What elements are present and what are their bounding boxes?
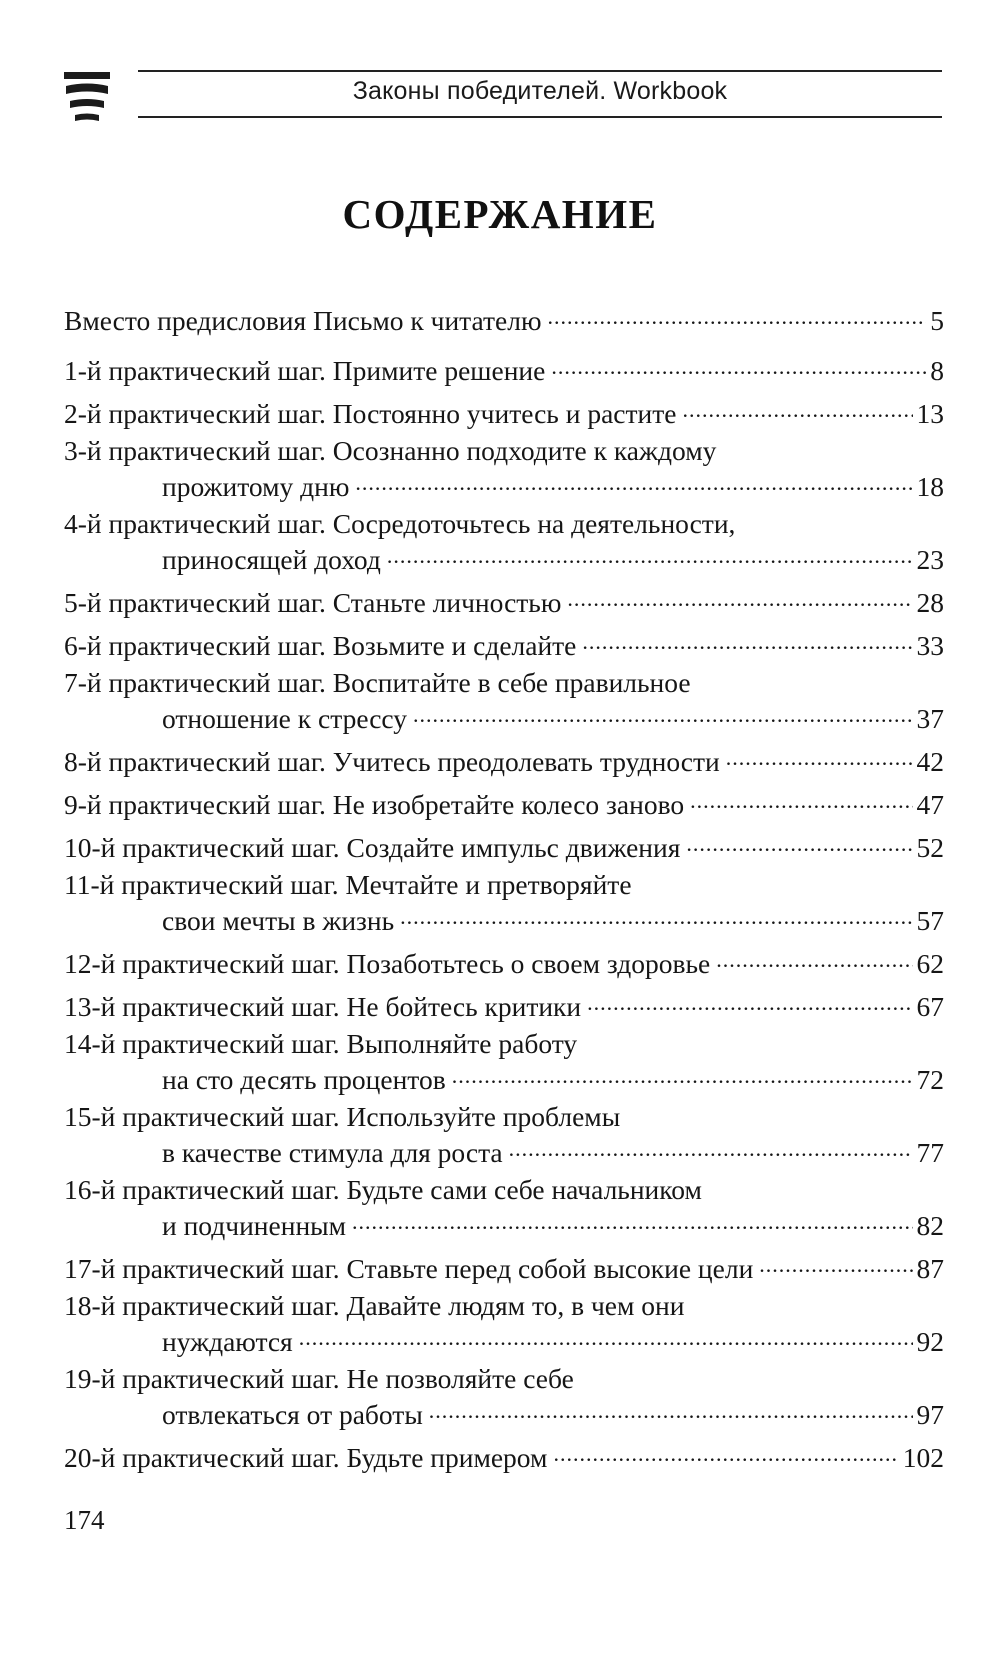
toc-entry-page: 23 <box>916 544 944 575</box>
toc-entry-title: 20-й практический шаг. Будьте примером <box>64 1442 548 1473</box>
toc-entry-title-line2: на сто десять процентов <box>162 1064 446 1095</box>
toc-entry-page: 102 <box>902 1442 944 1473</box>
dot-leader <box>567 582 912 612</box>
toc-entry-page: 13 <box>916 398 944 429</box>
toc-entry-step-10[interactable] <box>64 827 944 863</box>
toc-entry-title: 1-й практический шаг. Примите решение <box>64 355 546 386</box>
toc-entry-title-line2: приносящей доход <box>162 544 381 575</box>
toc-entry-title: 12-й практический шаг. Позаботьтесь о своем здоровье <box>64 948 711 979</box>
toc-entry-step-5[interactable] <box>64 582 944 618</box>
dot-leader <box>587 986 912 1016</box>
toc-entry-title: 6-й практический шаг. Возьмите и сделайте <box>64 630 577 661</box>
header-rule-bottom <box>138 116 942 118</box>
dot-leader <box>452 1059 913 1089</box>
dot-leader <box>690 784 912 814</box>
toc-entry-title-line1: 16-й практический шаг. Будьте сами себе начальником <box>64 1174 702 1205</box>
dot-leader <box>299 1321 913 1351</box>
toc-entry-page: 72 <box>916 1064 944 1095</box>
page-heading: СОДЕРЖАНИЕ <box>342 191 658 237</box>
toc-entry-step-12[interactable] <box>64 943 944 979</box>
toc-entry-title-line1: 4-й практический шаг. Сосредоточьтесь на деятельности, <box>64 508 736 539</box>
toc-entry-step-2[interactable] <box>64 393 944 429</box>
toc-entry-title-line2: прожитому дню <box>162 471 350 502</box>
dot-leader <box>387 539 913 569</box>
toc-entry-title-line2: нуждаются <box>162 1326 293 1357</box>
toc-entry-step-6[interactable] <box>64 625 944 661</box>
toc-entry-step-13[interactable] <box>64 986 944 1022</box>
toc-entry-page: 92 <box>916 1326 944 1357</box>
toc-entry-page: 97 <box>916 1399 944 1430</box>
toc-entry-page: 77 <box>916 1137 944 1168</box>
toc-entry-title: 13-й практический шаг. Не бойтесь критики <box>64 991 582 1022</box>
dot-leader <box>413 698 912 728</box>
toc-entry-step-3[interactable] <box>64 435 944 502</box>
toc-entry-title: 17-й практический шаг. Ставьте перед собой высокие цели <box>64 1253 754 1284</box>
toc-entry-step-15[interactable] <box>64 1101 944 1168</box>
toc-entry-step-7[interactable] <box>64 667 944 734</box>
dot-leader <box>553 1437 898 1467</box>
toc-entry-page: 5 <box>930 305 944 336</box>
book-series-logo-icon <box>62 68 112 124</box>
toc-entry-page: 87 <box>916 1253 944 1284</box>
toc-entry-page: 62 <box>916 948 944 979</box>
toc-entry-title-line1: 7-й практический шаг. Воспитайте в себе правильное <box>64 667 691 698</box>
toc-entry-step-18[interactable] <box>64 1290 944 1357</box>
toc-entry-step-20[interactable] <box>64 1437 944 1473</box>
table-of-contents <box>64 300 944 1480</box>
toc-entry-title: 10-й практический шаг. Создайте импульс движения <box>64 832 681 863</box>
toc-entry-page: 67 <box>916 991 944 1022</box>
toc-entry-page: 33 <box>916 630 944 661</box>
header-rule-top <box>138 70 942 72</box>
dot-leader <box>355 466 912 496</box>
page-number: 174 <box>64 1505 105 1535</box>
dot-leader <box>548 300 927 330</box>
toc-entry-title-line2: свои мечты в жизнь <box>162 905 395 936</box>
toc-entry-step-11[interactable] <box>64 869 944 936</box>
toc-entry-page: 47 <box>916 789 944 820</box>
toc-entry-title-line1: 19-й практический шаг. Не позволяйте себе <box>64 1363 574 1394</box>
toc-entry-step-19[interactable] <box>64 1363 944 1430</box>
toc-entry-step-9[interactable] <box>64 784 944 820</box>
toc-entry-page: 18 <box>916 471 944 502</box>
toc-entry-title: 2-й практический шаг. Постоянно учитесь и растите <box>64 398 677 429</box>
dot-leader <box>352 1205 912 1235</box>
toc-entry-title-line1: 3-й практический шаг. Осознанно подходите к каждому <box>64 435 717 466</box>
toc-entry-title: 5-й практический шаг. Станьте личностью <box>64 587 562 618</box>
toc-entry-step-8[interactable] <box>64 741 944 777</box>
toc-entry-page: 52 <box>916 832 944 863</box>
toc-entry-step-4[interactable] <box>64 508 944 575</box>
dot-leader <box>686 827 912 857</box>
toc-entry-page: 42 <box>916 746 944 777</box>
toc-entry-step-16[interactable] <box>64 1174 944 1241</box>
toc-entry-intro[interactable] <box>64 300 944 336</box>
toc-entry-title: 9-й практический шаг. Не изобретайте колесо заново <box>64 789 685 820</box>
toc-entry-title-line1: 15-й практический шаг. Используйте проблемы <box>64 1101 621 1132</box>
toc-entry-title-line2: отношение к стрессу <box>162 703 408 734</box>
toc-entry-title-line1: 11-й практический шаг. Мечтайте и претворяйте <box>64 869 632 900</box>
dot-leader <box>726 741 913 771</box>
toc-entry-page: 8 <box>930 355 944 386</box>
toc-entry-page: 37 <box>916 703 944 734</box>
dot-leader <box>429 1394 913 1424</box>
toc-entry-page: 57 <box>916 905 944 936</box>
toc-entry-step-14[interactable] <box>64 1028 944 1095</box>
dot-leader <box>716 943 912 973</box>
running-title: Законы победителей. Workbook <box>352 77 728 105</box>
toc-entry-title: Вместо предисловия Письмо к читателю <box>64 305 542 336</box>
toc-entry-title: 8-й практический шаг. Учитесь преодолевать трудности <box>64 746 720 777</box>
toc-entry-page: 28 <box>916 587 944 618</box>
dot-leader <box>582 625 912 655</box>
toc-entry-title-line1: 18-й практический шаг. Давайте людям то, в чем они <box>64 1290 685 1321</box>
toc-entry-title-line2: и подчиненным <box>162 1210 347 1241</box>
toc-entry-step-17[interactable] <box>64 1248 944 1284</box>
dot-leader <box>551 350 926 380</box>
toc-entry-title-line2: отвлекаться от работы <box>162 1399 423 1430</box>
toc-entry-page: 82 <box>916 1210 944 1241</box>
toc-entry-step-1[interactable] <box>64 350 944 386</box>
dot-leader <box>759 1248 912 1278</box>
dot-leader <box>400 900 912 930</box>
dot-leader <box>509 1132 913 1162</box>
toc-entry-title-line2: в качестве стимула для роста <box>162 1137 503 1168</box>
toc-entry-title-line1: 14-й практический шаг. Выполняйте работу <box>64 1028 578 1059</box>
dot-leader <box>682 393 912 423</box>
